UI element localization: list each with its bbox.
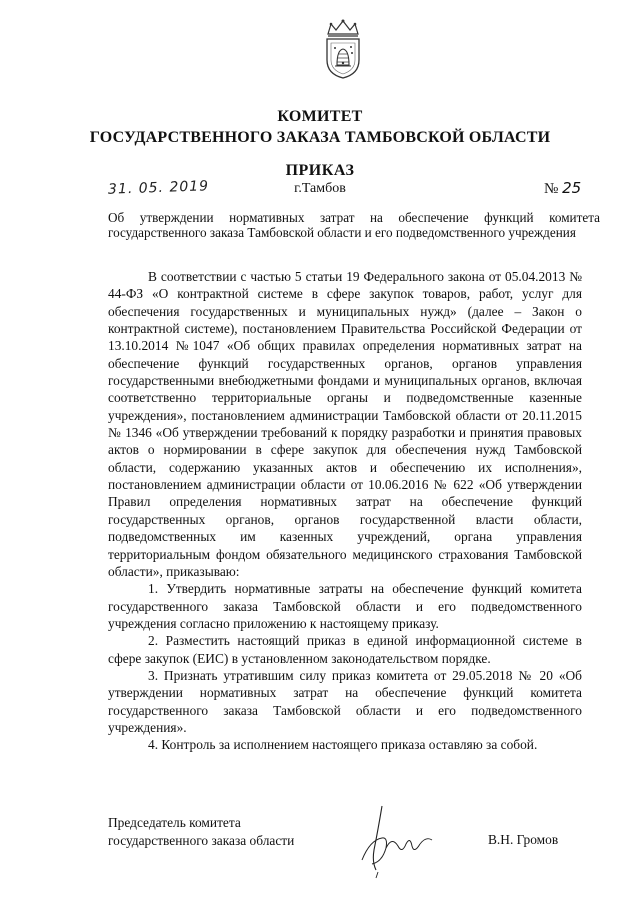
order-subject: Об утверждении нормативных затрат на обеспечение функций комитета государственного заказа Тамбовской области и его подведомственного учреждения (108, 210, 600, 240)
order-item-1: 1. Утвердить нормативные затраты на обеспечение функций комитета государственного заказа Тамбовской области и его подведомственного учреждения согласно приложению к настоящему приказу. (108, 581, 582, 631)
signatory-position (108, 814, 294, 850)
handwritten-signature-icon (352, 800, 442, 880)
order-body (108, 268, 582, 754)
order-item-4: 4. Контроль за исполнением настоящего приказа оставляю за собой. (148, 737, 538, 753)
order-city: г.Тамбов (294, 181, 346, 196)
order-date: 31. 05. 2019 (107, 178, 210, 198)
coat-of-arms-icon (322, 18, 364, 80)
signatory-position-line2: государственного заказа области (108, 833, 295, 848)
preamble-paragraph: В соответствии с частью 5 статьи 19 Федерального закона от 05.04.2013 № 44-ФЗ «О контрактной системе в сфере закупок товаров, работ, услуг для обеспечения государственных и муниципальных нужд» (далее – Закон о контрактной системе), постановлением Правительства Российской Федерации от 13.10.2014 №1047 «Об общих правилах определения нормативных затрат на обеспечение функций государственных органов, органов управления государственными внебюджетными фондами и муниципальных органов, включая соответственно территориальные органы и подведомственные казенные учреждения», постановлением администрации Тамбовской области от 20.11.2015 № 1346 «Об утверждении требований к порядку разработки и принятия правовых актов о нормировании в сфере закупок для обеспечения нужд Тамбовской области, содержанию указанных актов и обеспечению их исполнения», постановлением администрации области от 10.06.2016 № 622 «Об утверждении Правил определения нормативных затрат на обеспечение функций государственных органов, органов государственной власти области, подведомственных им казенных учреждений, органа управления территориальным фондом обязательного медицинского страхования Тамбовской области», приказываю: (108, 269, 582, 579)
org-name-line2: ГОСУДАРСТВЕННОГО ЗАКАЗА ТАМБОВСКОЙ ОБЛАСТИ (89, 129, 551, 146)
order-number-label: № (544, 181, 559, 197)
document-type-title: ПРИКАЗ (285, 162, 355, 179)
order-number (544, 179, 581, 198)
order-number-value: 25 (562, 179, 582, 197)
order-item-2: 2. Разместить настоящий приказ в единой информационной системе в сфере закупок (ЕИС) в установленном законодательством порядке. (108, 633, 582, 666)
order-item-3: 3. Признать утратившим силу приказ комитета от 29.05.2018 № 20 «Об утверждении нормативных затрат на обеспечение функций комитета государственного заказа Тамбовской области и его подведомственного учреждения». (108, 667, 582, 735)
signatory-name: В.Н. Громов (488, 832, 559, 847)
org-name-line1: КОМИТЕТ (277, 108, 363, 125)
signatory-position-line1: Председатель комитета (108, 815, 241, 830)
